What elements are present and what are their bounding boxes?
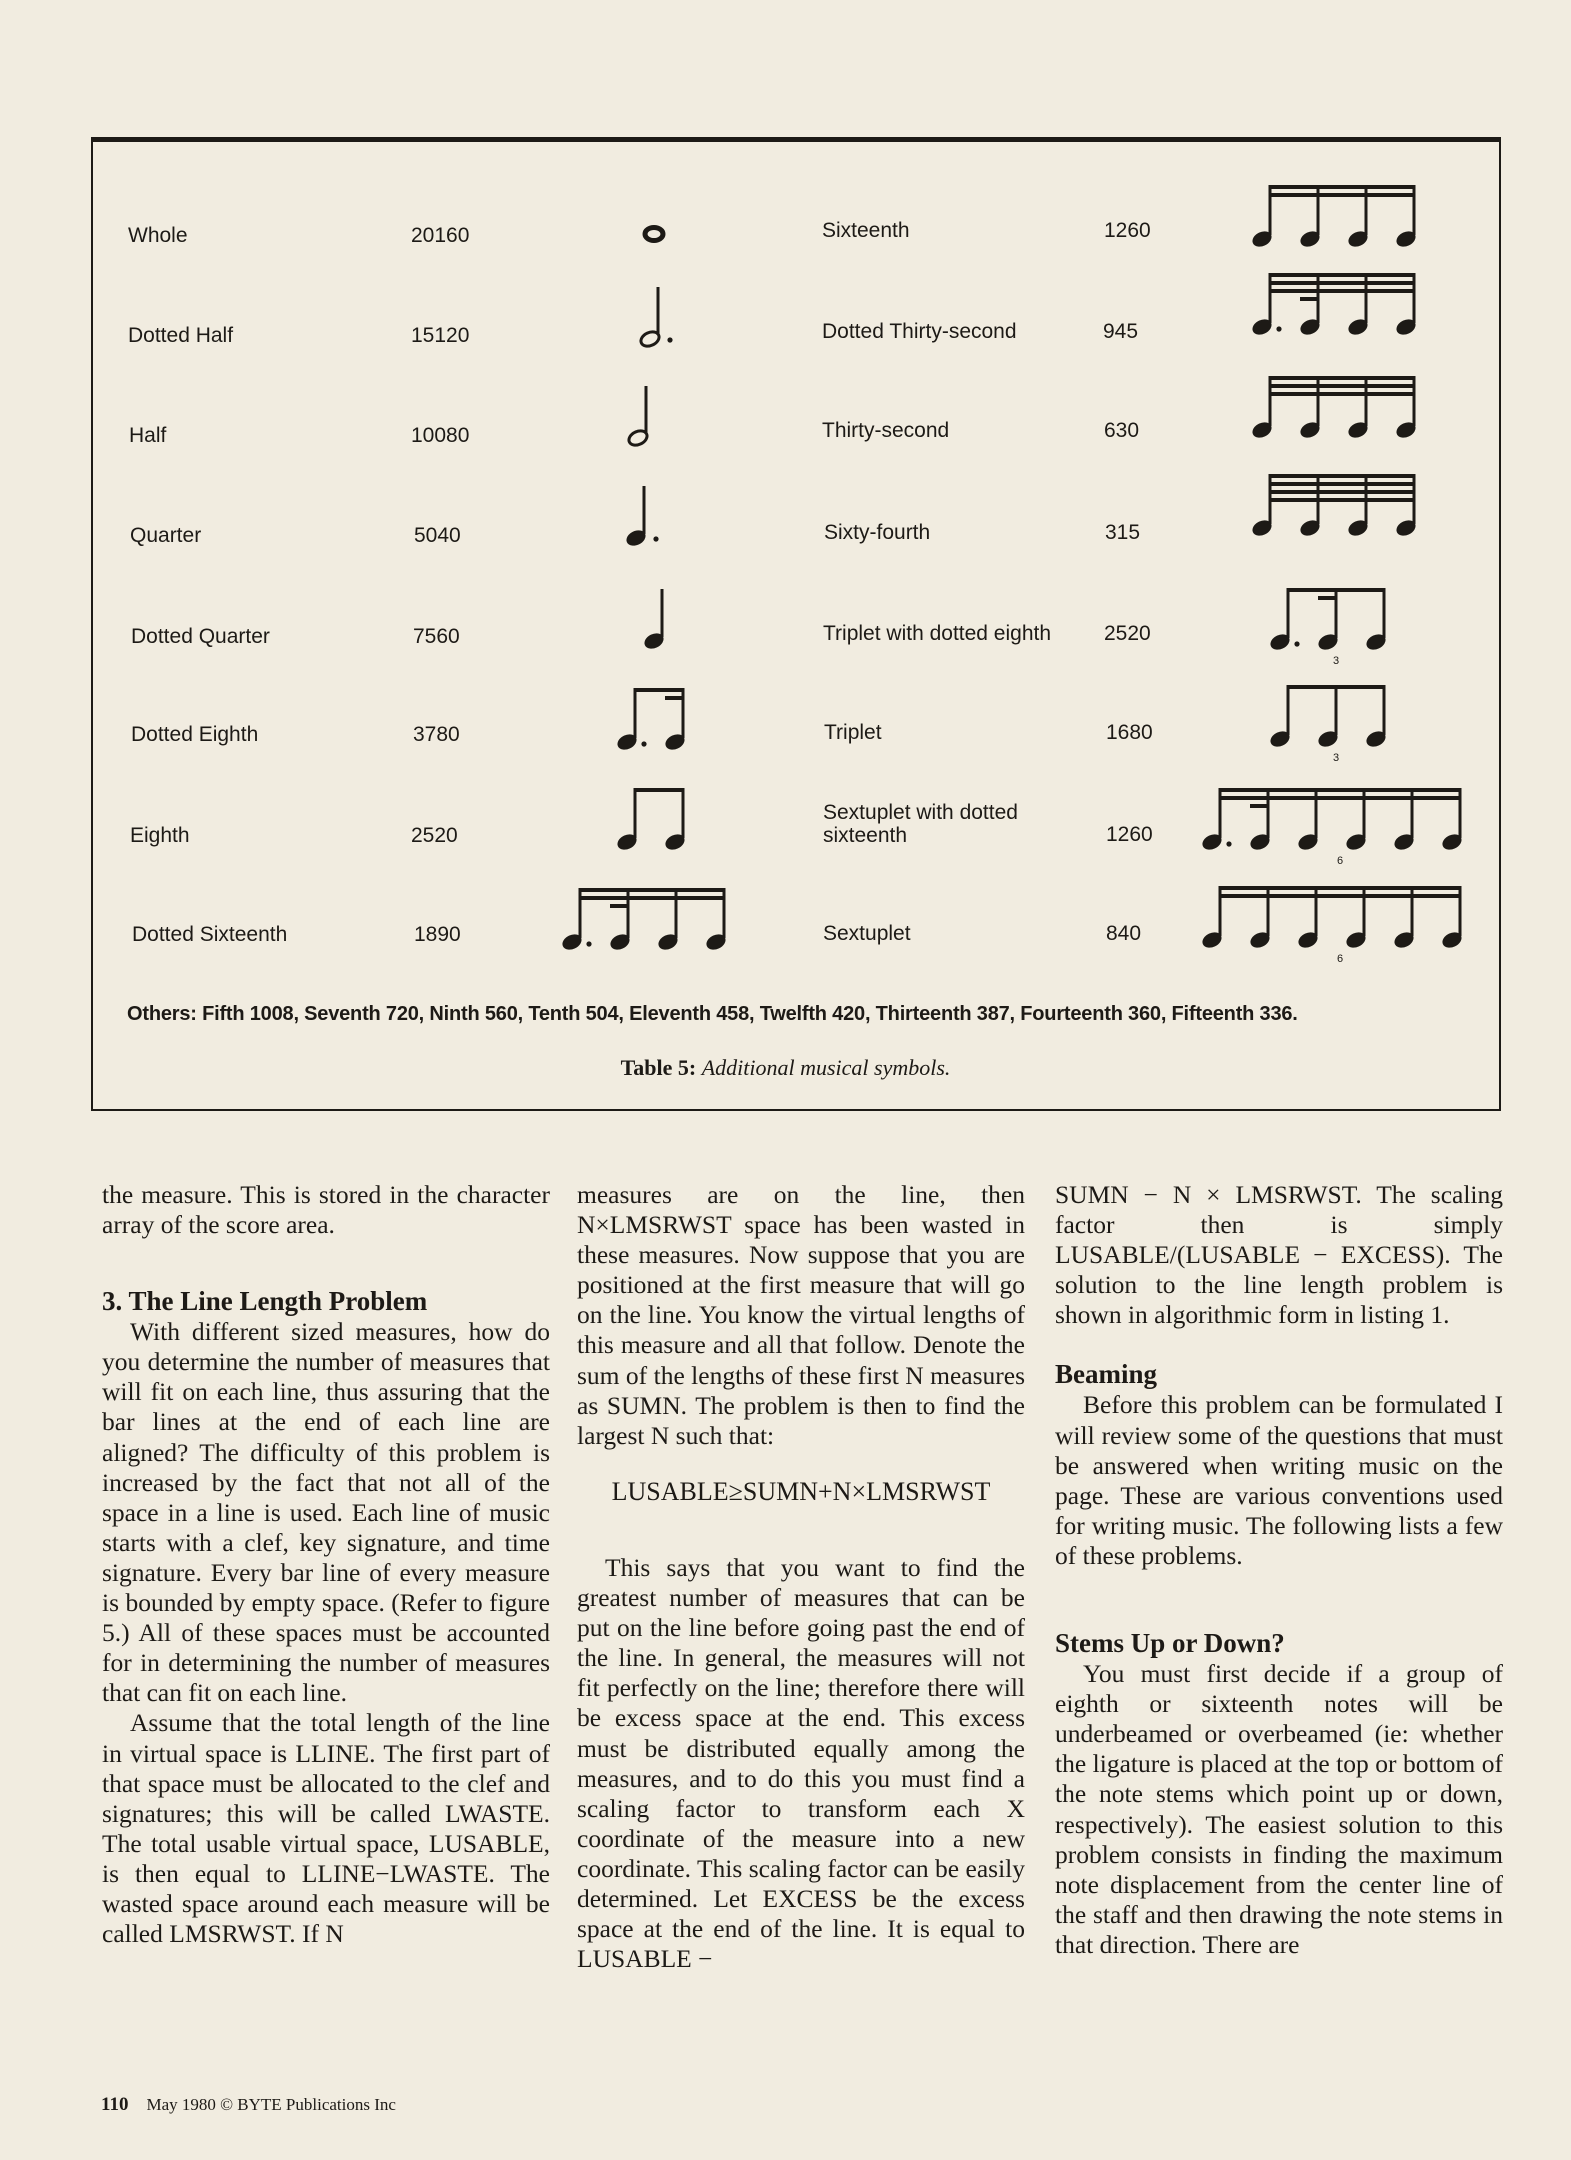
section-heading: 3. The Line Length Problem <box>102 1286 428 1317</box>
dotted-half-note-icon <box>636 283 682 353</box>
table-row-value: 630 <box>1104 419 1140 442</box>
dotted-thirty-second-group-icon <box>1250 265 1425 345</box>
footer-credit: May 1980 © BYTE Publications Inc <box>146 2095 396 2114</box>
table-row-value: 7560 <box>413 625 460 648</box>
note-beam <box>1287 685 1386 689</box>
sixty-fourth-group-icon <box>1250 466 1425 546</box>
note-dot <box>1294 641 1299 646</box>
equation: LUSABLE≥SUMN+N×LMSRWST <box>611 1476 991 1506</box>
note-beam <box>1219 886 1462 890</box>
whole-note-icon <box>640 224 670 244</box>
section-heading: Beaming <box>1055 1359 1158 1390</box>
paragraph: the measure. This is stored in the character array of the score area. <box>102 1180 550 1240</box>
paragraph: You must first decide if a group of eighth or sixteenth notes will be underbeamed or overbeamed (ie: whether the ligature is placed at the top or bottom of the note stems which point up or down, respectively). The easiest solution to this problem consists in finding the maximum note displacement from the center line of the staff and then drawing the note stems in that direction. There are <box>1055 1659 1503 1959</box>
note-beam <box>1269 392 1416 396</box>
beamed-eighth-pair-icon <box>615 780 705 860</box>
note-dot <box>653 536 658 541</box>
table-row-value: 15120 <box>411 324 470 347</box>
table-row-name: Sixty-fourth <box>824 521 931 544</box>
tuplet-number: 6 <box>1336 855 1344 867</box>
note-beam <box>579 888 726 892</box>
table-row-value: 945 <box>1103 320 1139 343</box>
caption-text: Additional musical symbols. <box>701 1055 951 1080</box>
table-row-name: Thirty-second <box>822 419 950 442</box>
text-column-3 <box>1055 1180 1503 1960</box>
note-beam <box>665 696 685 700</box>
note-beam <box>1269 376 1416 380</box>
note-dot <box>641 741 646 746</box>
note-dot <box>1276 326 1281 331</box>
note-beam <box>1269 490 1416 494</box>
table-others-note: Others: Fifth 1008, Seventh 720, Ninth 560, Tenth 504, Eleventh 458, Twelfth 420, Thirteenth 387, Fourteenth 360, Fifteenth 336. <box>127 1003 1298 1025</box>
note-beam <box>1269 193 1416 197</box>
note-beam <box>1269 482 1416 486</box>
sixteenth-group-icon <box>1250 177 1425 257</box>
page-number: 110 <box>101 2094 129 2115</box>
table-row-name: Sixteenth <box>822 219 910 242</box>
note-beam <box>1269 498 1416 502</box>
section-heading: Stems Up or Down? <box>1055 1628 1285 1659</box>
table-row-name: Dotted Half <box>128 324 234 347</box>
dotted-triplet-icon <box>1268 580 1418 670</box>
table-row-value: 5040 <box>414 524 461 547</box>
paragraph: SUMN − N × LMSRWST. The scaling factor then is simply LUSABLE/(LUSABLE − EXCESS). The solution to the line length problem is shown in algorithmic form in listing 1. <box>1055 1180 1503 1330</box>
text-column-1 <box>102 1180 550 1949</box>
table-row-value: 1260 <box>1104 219 1151 242</box>
note-dot <box>667 337 672 342</box>
note-beam <box>634 788 685 792</box>
caption-label: Table 5: <box>620 1055 697 1080</box>
table-row-value: 2520 <box>411 824 458 847</box>
note-beam <box>1219 894 1462 898</box>
note-beam <box>1318 596 1338 600</box>
text-column-2 <box>577 1180 1025 1974</box>
note-beam <box>1269 289 1416 293</box>
paragraph: With different sized measures, how do you determine the number of measures that will fit on each line, thus assuring that the bar lines at the end of each line are aligned? The difficulty of this problem is increased by the fact that not all of the space in a line is used. Each line of music starts with a clef, key signature, and time signature. Every bar line of every measure is bounded by empty space. (Refer to figure 5.) All of these spaces must be accounted for in determining the number of measures that can fit on each line. <box>102 1317 550 1708</box>
note-beam <box>1219 788 1462 792</box>
table-caption <box>0 1055 1571 1081</box>
table-row-value: 1680 <box>1106 721 1153 744</box>
note-beam <box>1269 185 1416 189</box>
whole-notehead <box>645 228 663 241</box>
table-row-value: 315 <box>1105 521 1141 544</box>
note-beam <box>1219 796 1462 800</box>
table-row-name-continued: sixteenth <box>823 824 908 847</box>
note-dot <box>586 941 591 946</box>
tuplet-number: 3 <box>1332 655 1340 667</box>
table-row-name: Triplet <box>824 721 882 744</box>
note-beam <box>1250 804 1270 808</box>
dotted-eighth-beamed-pair-icon <box>615 680 705 760</box>
note-dot <box>1226 841 1231 846</box>
table-row-value: 1890 <box>414 923 461 946</box>
note-beam <box>579 896 726 900</box>
dotted-sextuplet-icon <box>1200 780 1480 870</box>
note-beam <box>610 904 630 908</box>
table-row-value: 3780 <box>413 723 460 746</box>
table-row-name: Dotted Thirty-second <box>822 320 1017 343</box>
paragraph: measures are on the line, then N×LMSRWST space has been wasted in these measures. Now suppose that you are positioned at the first measure that will go on the line. You know the virtual lengths of this measure and all that follow. Denote the sum of the lengths of these first N measures as SUMN. The problem is then to find the largest N such that: <box>577 1180 1025 1450</box>
paragraph: This says that you want to find the greatest number of measures that can be put on the line before going past the end of the line. In general, the measures will not fit perfectly on the line; therefore there will be excess space at the end. This excess must be distributed equally among the measures, and to do this you must find a scaling factor to transform each X coordinate of the measure into a new coordinate. This scaling factor can be easily determined. Let EXCESS be the excess space at the end of the line. It is equal to LUSABLE − <box>577 1552 1025 1974</box>
tuplet-number: 3 <box>1332 752 1340 764</box>
note-beam <box>1287 588 1386 592</box>
table-row-name: Sextuplet with dotted <box>823 801 1018 824</box>
table-row-value: 1260 <box>1106 823 1153 846</box>
table-row-name: Sextuplet <box>823 922 911 945</box>
table-row-name: Dotted Quarter <box>131 625 270 648</box>
table-row-name: Quarter <box>130 524 202 547</box>
thirty-second-group-icon <box>1250 368 1425 448</box>
table-row-name: Eighth <box>130 824 190 847</box>
table-row-name: Whole <box>128 224 188 247</box>
paragraph: Assume that the total length of the line in virtual space is LLINE. The first part of that space must be allocated to the clef and signatures; this will be called LWASTE. The total usable virtual space, LUSABLE, is then equal to LLINE−LWASTE. The wasted space around each measure will be called LMSRWST. If N <box>102 1708 550 1949</box>
sextuplet-icon <box>1200 878 1480 968</box>
triplet-icon <box>1268 677 1418 767</box>
half-note-icon <box>624 382 670 452</box>
note-beam <box>634 688 685 692</box>
dotted-sixteenth-group-icon <box>560 880 740 960</box>
paragraph: Before this problem can be formulated I will review some of the questions that must be answered when writing music on the page. These are various conventions used for writing music. The following lists a few of these problems. <box>1055 1390 1503 1570</box>
note-beam <box>1269 273 1416 277</box>
note-beam <box>1269 384 1416 388</box>
table-row-name: Dotted Sixteenth <box>132 923 288 946</box>
note-beam <box>1269 474 1416 478</box>
table-row-value: 10080 <box>411 424 470 447</box>
table-row-name: Dotted Eighth <box>131 723 259 746</box>
quarter-note-icon <box>640 585 686 655</box>
table-row-value: 20160 <box>411 224 470 247</box>
tuplet-number: 6 <box>1336 953 1344 965</box>
table-row-name: Triplet with dotted eighth <box>823 622 1052 645</box>
table-row-value: 2520 <box>1104 622 1151 645</box>
table-row-value: 840 <box>1106 922 1142 945</box>
page-footer <box>101 2094 396 2116</box>
note-beam <box>1269 281 1416 285</box>
note-beam <box>1300 297 1320 301</box>
dotted-quarter-note-icon <box>622 482 668 552</box>
table-row-name: Half <box>129 424 167 447</box>
